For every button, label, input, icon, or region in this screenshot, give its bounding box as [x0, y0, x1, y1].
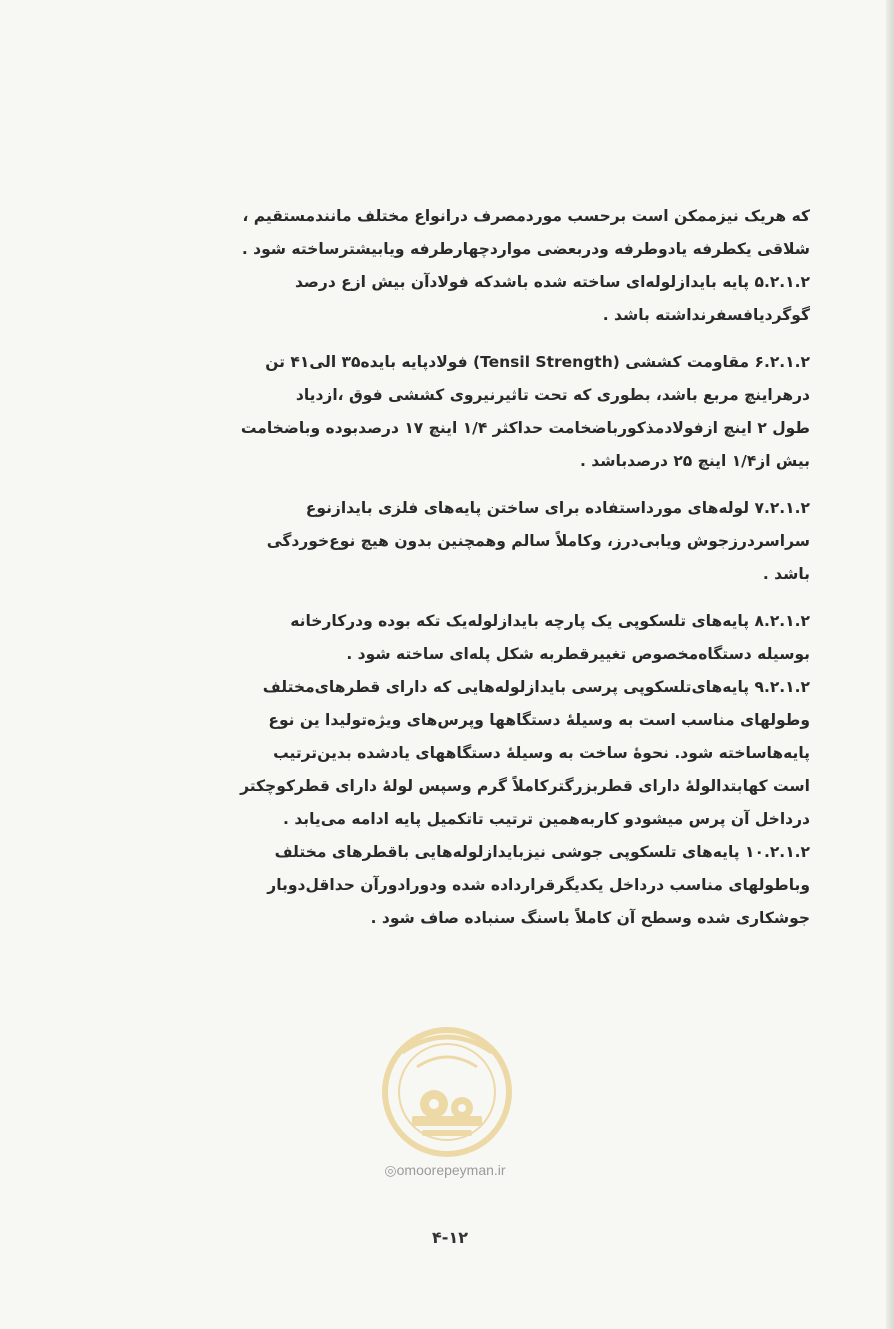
- text-line: ۱۰.۲.۱.۲ پایه‌های تلسکوپی جوشی نیزبایدازلوله‌هایی باقطرهای مختلف: [274, 843, 810, 861]
- text-line: ۵.۲.۱.۲ پایه بایدازلوله‌ای ساخته شده باشدکه فولادآن بیش ازع درصد: [294, 273, 810, 291]
- text-line: جوشکاری شده وسطح آن کاملاً باسنگ سنباده صاف شود .: [370, 909, 810, 927]
- text-line: درهراینچ مربع باشد، بطوری که تحت تاثیرنیروی کششی فوق ،ازدیاد: [295, 386, 810, 404]
- text-line: وباطولهای مناسب درداخل یکدیگرقرارداده شده ودورادورآن حداقل‌دوبار: [267, 876, 810, 894]
- text-line: ۹.۲.۱.۲ پایه‌های‌تلسکوپی پرسی بایدازلوله‌هایی که دارای قطرهای‌مختلف: [262, 678, 810, 696]
- page-number: ۴-۱۲: [432, 1228, 468, 1247]
- text-line: شلاقی یکطرفه یادوطرفه ودربعضی مواردچهارطرفه ویابیشترساخته شود .: [241, 240, 810, 258]
- text-line: طول ۲ اینچ ازفولادمذکورباضخامت حداکثر ۱/۴ اینچ ۱۷ درصدبوده وباضخامت: [240, 419, 810, 437]
- text-line: وطولهای مناسب است به وسیلهٔ دستگاهها وپرس‌های ویژه‌تولیدا ین نوع: [268, 711, 810, 729]
- page-edge: [886, 0, 894, 1329]
- text-line: ۸.۲.۱.۲ پایه‌های تلسکوپی یک پارچه بایدازلوله‌یک تکه بوده ودرکارخانه: [290, 612, 810, 630]
- text-line: بیش از۱/۴ اینچ ۲۵ درصدباشد .: [580, 452, 810, 470]
- text-line: پایه‌هاساخته شود. نحوهٔ ساخت به وسیلهٔ دستگاههای یادشده بدین‌ترتیب: [273, 744, 810, 762]
- globe-icon: ◎: [384, 1162, 397, 1178]
- text-line: درداخل آن پرس میشودو کاربه‌همین ترتیب تاتکمیل پایه ادامه می‌یابد .: [283, 810, 810, 828]
- watermark-url: ◎omoorepeyman.ir: [384, 1162, 506, 1178]
- text-line: که هریک نیزممکن است برحسب موردمصرف درانواع مختلف مانندمستقیم ،: [242, 207, 810, 225]
- text-line: بوسیله دستگاه‌مخصوص تغییرقطربه شکل پله‌ای ساخته شود .: [346, 645, 810, 663]
- watermark-logo: [362, 1012, 532, 1162]
- body-text: [120, 200, 810, 935]
- text-line: گوگردیافسفرنداشته باشد .: [602, 306, 810, 324]
- text-line: سراسردرزجوش ویابی‌درز، وکاملاً سالم وهمچنین بدون هیچ نوع‌خوردگی: [266, 532, 810, 550]
- text-line: ۶.۲.۱.۲ مقاومت کششی (Tensil Strength) فولادپایه بایده۳۵ الی۴۱ تن: [265, 353, 810, 371]
- text-line: باشد .: [762, 565, 810, 583]
- text-line: است کهابتدالولهٔ دارای قطربزرگترکاملاً گرم وسپس لولهٔ دارای قطرکوچکتر: [240, 777, 810, 795]
- text-line: ۷.۲.۱.۲ لوله‌های مورداستفاده برای ساختن پایه‌های فلزی بایدازنوع: [305, 499, 810, 517]
